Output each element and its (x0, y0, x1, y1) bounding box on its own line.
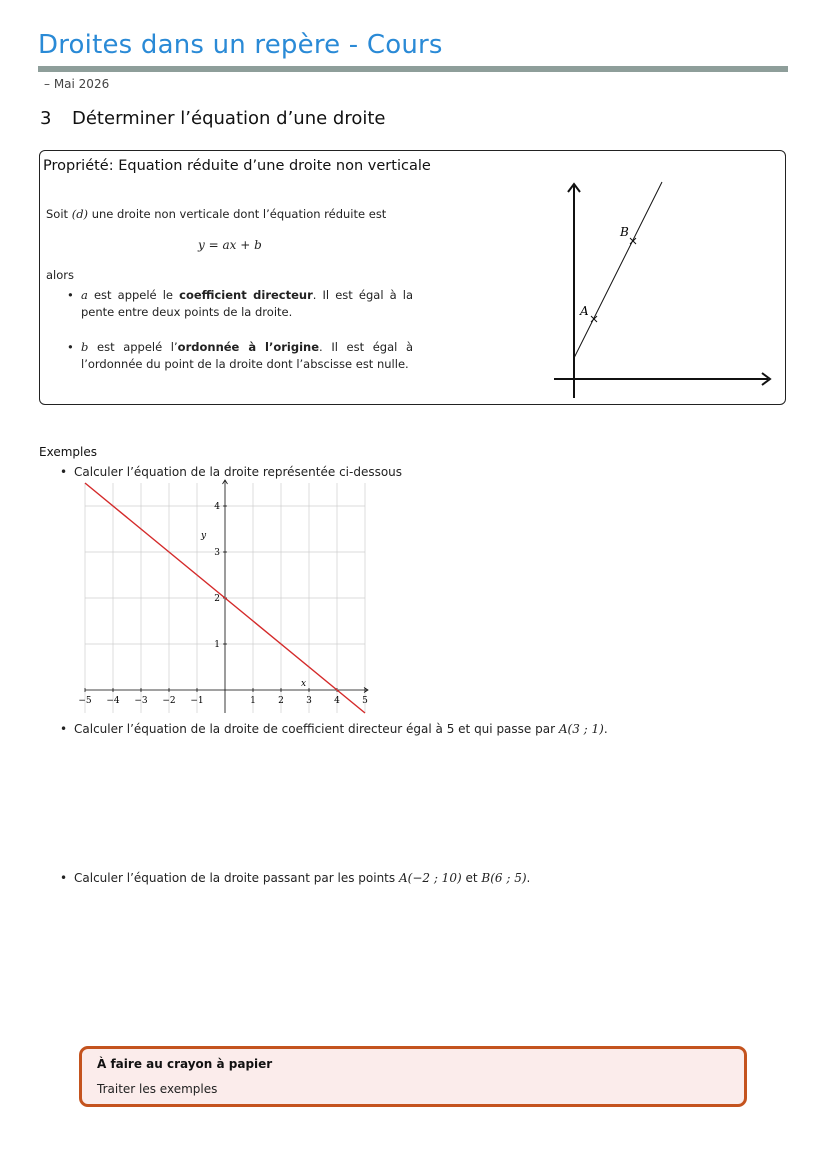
section-title: Déterminer l’équation d’une droite (72, 108, 386, 129)
example-mid: et (465, 871, 478, 885)
page-title: Droites dans un repère - Cours (38, 30, 443, 60)
y-tick-label: 3 (214, 548, 220, 558)
intro-suffix: une droite non verticale dont l’équation réduite est (91, 207, 387, 221)
bullet-dot: • (60, 871, 68, 885)
x-tick-label: −1 (190, 696, 204, 706)
x-axis-label: x (301, 679, 307, 689)
bullet-bold: ordonnée à l’origine (177, 340, 320, 354)
example-math-b: B(6 ; 5) (481, 871, 527, 885)
x-tick-label: −4 (106, 696, 120, 706)
example-text: Calculer l’équation de la droite passant par les points (74, 871, 396, 885)
section-heading (40, 108, 386, 129)
point-a-label: A (580, 304, 589, 318)
x-tick-label: 5 (362, 696, 368, 706)
graph-ticks (78, 502, 368, 706)
property-intro (46, 207, 386, 221)
example-end: . (603, 722, 608, 736)
property-title: Propriété: Equation réduite d’une droite non verticale (43, 158, 431, 174)
x-tick-label: 3 (306, 696, 312, 706)
x-tick-label: −5 (78, 696, 92, 706)
y-axis-label: y (201, 531, 207, 542)
graph-axes (85, 480, 368, 713)
y-tick-label: 4 (214, 502, 220, 512)
example-graph (78, 478, 378, 718)
bullet-var: a (81, 288, 88, 302)
x-tick-label: −2 (162, 696, 176, 706)
example-end: . (526, 871, 531, 885)
reduced-equation: y = ax + b (198, 238, 262, 252)
example-text: Calculer l’équation de la droite représentée ci-dessous (74, 465, 403, 479)
todo-title: À faire au crayon à papier (97, 1057, 273, 1071)
todo-text: Traiter les exemples (97, 1082, 218, 1096)
page-date: – Mai 2026 (44, 77, 110, 91)
bullet-dot: • (67, 288, 74, 302)
bullet-dot: • (60, 465, 68, 479)
intro-prefix: Soit (46, 207, 69, 221)
alors-text: alors (46, 268, 74, 282)
bullet-dot: • (67, 340, 74, 354)
intro-var: (d) (71, 207, 89, 221)
bullet-text-end: . Il est égal à l’ordonnée du point de la droite dont l’abscisse est nulle. (81, 340, 414, 371)
bullet-var: b (81, 340, 89, 354)
y-tick-label: 1 (214, 640, 220, 650)
example-math: A(3 ; 1) (558, 722, 604, 736)
examples-heading: Exemples (39, 445, 97, 459)
x-tick-label: −3 (134, 696, 148, 706)
property-bullet-a (67, 287, 414, 321)
section-number: 3 (40, 108, 52, 129)
title-rule (38, 66, 788, 72)
bullet-dot: • (60, 722, 68, 736)
x-tick-label: 1 (250, 696, 256, 706)
bullet-text: est appelé l’ (97, 340, 178, 354)
example-math-a: A(−2 ; 10) (398, 871, 462, 885)
x-tick-label: 2 (278, 696, 284, 706)
y-tick-label: 2 (214, 594, 220, 604)
point-b-label: B (620, 225, 629, 239)
bullet-bold: coefficient directeur (179, 288, 313, 302)
property-figure (540, 170, 780, 402)
example-2 (60, 722, 608, 736)
todo-box (79, 1046, 747, 1107)
example-3 (60, 871, 531, 885)
x-tick-label: 4 (334, 696, 340, 706)
bullet-text-end: . Il est égal à la pente entre deux points de la droite. (81, 288, 414, 319)
example-1 (60, 465, 403, 479)
example-text: Calculer l’équation de la droite de coefficient directeur égal à 5 et qui passe par (74, 722, 556, 736)
property-bullet-b (67, 339, 414, 373)
bullet-text: est appelé le (93, 288, 174, 302)
figure-line-d (574, 182, 662, 358)
